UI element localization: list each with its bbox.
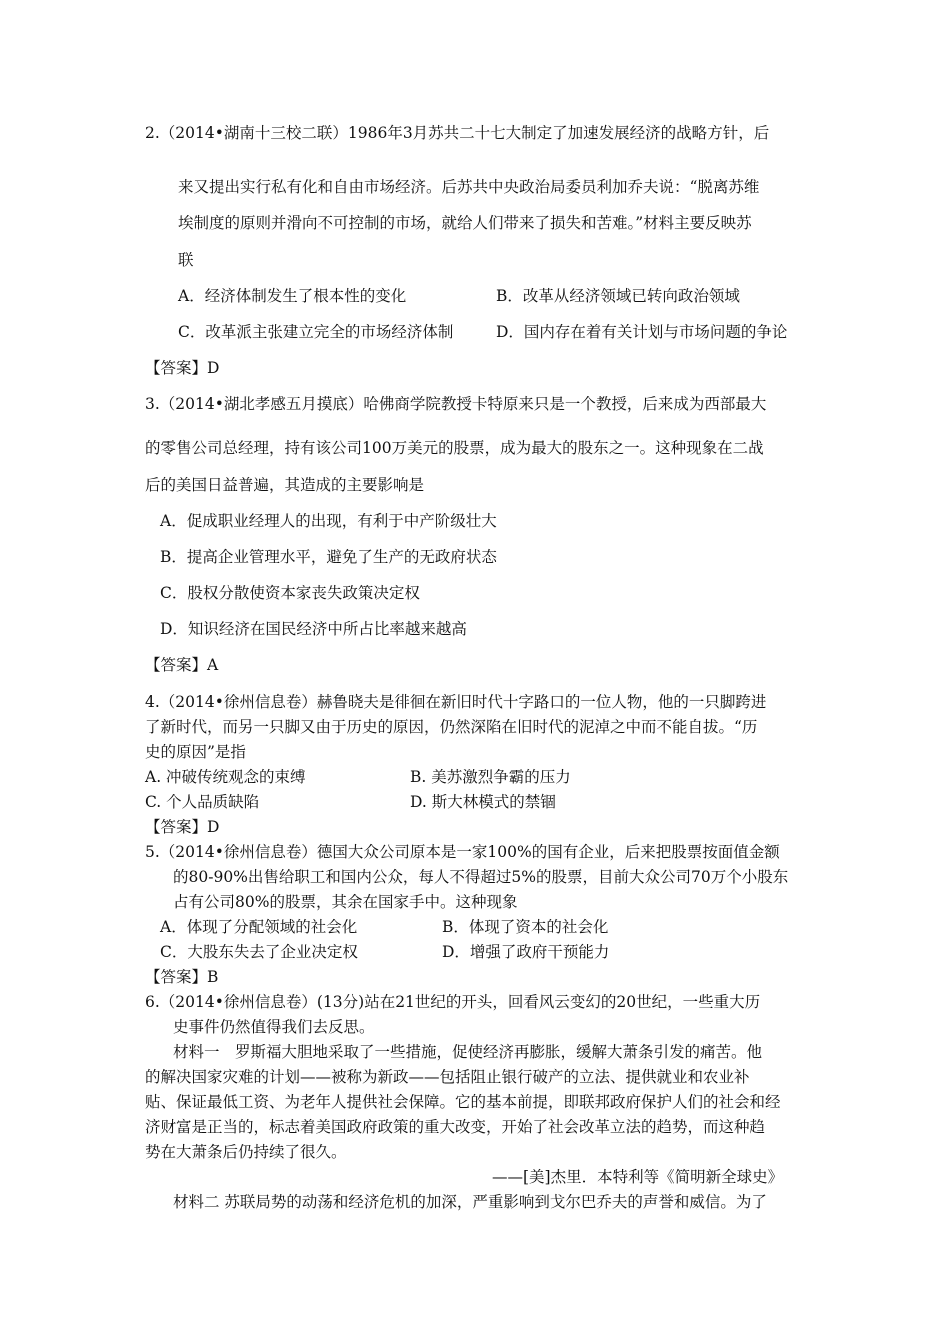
- q3-line-1: 3.（2014•湖北孝感五月摸底）哈佛商学院教授卡特原来只是一个教授，后来成为西部最大: [145, 395, 767, 413]
- answer-label: 【答案】: [145, 818, 208, 836]
- answer-label: 【答案】: [145, 656, 208, 674]
- q4-answer: [145, 820, 219, 836]
- q2-line-1: 2.（2014•湖南十三校二联）1986年3月苏共二十七大制定了加速发展经济的战略方针，后: [145, 124, 770, 142]
- q5-option-d: D．增强了政府干预能力: [442, 943, 610, 961]
- q2-answer: [145, 361, 219, 377]
- q6-material-1-line-3: 贴、保证最低工资、为老年人提供社会保障。它的基本前提，即联邦政府保护人们的社会和经: [145, 1093, 781, 1111]
- q2-option-d: D．国内存在着有关计划与市场问题的争论: [496, 323, 788, 341]
- q4-line-2: 了新时代，而另一只脚又由于历史的原因，仍然深陷在旧时代的泥淖之中而不能自拔。“历: [145, 718, 758, 736]
- q4-option-a: A. 冲破传统观念的束缚: [145, 768, 306, 786]
- q6-material-2-line-1: 材料二 苏联局势的动荡和经济危机的加深，严重影响到戈尔巴乔夫的声誉和威信。为了: [173, 1193, 767, 1211]
- answer-label: 【答案】: [145, 968, 208, 986]
- q5-option-c: C．大股东失去了企业决定权: [160, 943, 358, 961]
- q4-option-c: C. 个人品质缺陷: [145, 793, 260, 811]
- q4-line-3: 史的原因”是指: [145, 743, 246, 761]
- answer-value: D: [207, 359, 220, 377]
- q3-option-c: C．股权分散使资本家丧失政策决定权: [160, 584, 420, 602]
- q5-line-2: 的80-90%出售给职工和国内公众，每人不得超过5%的股票，目前大众公司70万个小股东: [173, 868, 789, 886]
- q3-answer: [145, 658, 218, 674]
- q2-line-2: 来又提出实行私有化和自由市场经济。后苏共中央政治局委员利加乔夫说：“脱离苏维: [178, 178, 760, 196]
- q5-option-a: A．体现了分配领域的社会化: [160, 918, 358, 936]
- q2-line-3: 埃制度的原则并滑向不可控制的市场，就给人们带来了损失和苦难。”材料主要反映苏: [178, 214, 752, 232]
- q6-material-1-line-2: 的解决国家灾难的计划——被称为新政——包括阻止银行破产的立法、提供就业和农业补: [145, 1068, 750, 1086]
- q3-option-d: D．知识经济在国民经济中所占比率越来越高: [160, 620, 467, 638]
- answer-value: B: [207, 968, 219, 986]
- answer-value: D: [207, 818, 220, 836]
- q5-line-3: 占有公司80%的股票，其余在国家手中。这种现象: [173, 893, 518, 911]
- q5-line-1: 5.（2014•徐州信息卷）德国大众公司原本是一家100%的国有企业，后来把股票按面值金额: [145, 843, 780, 861]
- q4-option-d: D. 斯大林模式的禁锢: [410, 793, 556, 811]
- q4-option-b: B. 美苏激烈争霸的压力: [410, 768, 571, 786]
- answer-value: A: [207, 656, 219, 674]
- q6-line-1: 6.（2014•徐州信息卷）(13分)站在21世纪的开头，回看风云变幻的20世纪，一些重大历: [145, 993, 761, 1011]
- q3-line-2: 的零售公司总经理，持有该公司100万美元的股票，成为最大的股东之一。这种现象在二战: [145, 439, 764, 457]
- q5-option-b: B．体现了资本的社会化: [442, 918, 609, 936]
- q3-line-3: 后的美国日益普遍，其造成的主要影响是: [145, 476, 425, 494]
- q2-option-c: C．改革派主张建立完全的市场经济体制: [178, 323, 454, 341]
- q2-option-b: B．改革从经济领域已转向政治领域: [496, 287, 740, 305]
- q3-option-b: B．提高企业管理水平，避免了生产的无政府状态: [160, 548, 497, 566]
- q6-material-1-line-4: 济财富是正当的，标志着美国政府政策的重大改变，开始了社会改革立法的趋势，而这种趋: [145, 1118, 766, 1136]
- q6-material-1-source: ——[美]杰里．本特利等《简明新全球史》: [492, 1168, 784, 1186]
- q6-material-1-line-1: 材料一 罗斯福大胆地采取了一些措施，促使经济再膨胀，缓解大萧条引发的痛苦。他: [173, 1043, 763, 1061]
- q2-line-4: 联: [178, 251, 194, 269]
- answer-label: 【答案】: [145, 359, 208, 377]
- q2-option-a: A．经济体制发生了根本性的变化: [178, 287, 407, 305]
- q3-option-a: A．促成职业经理人的出现，有利于中产阶级壮大: [160, 512, 497, 530]
- q5-answer: [145, 970, 218, 986]
- q6-line-2: 史事件仍然值得我们去反思。: [173, 1018, 375, 1036]
- q4-line-1: 4.（2014•徐州信息卷）赫鲁晓夫是徘徊在新旧时代十字路口的一位人物，他的一只脚跨进: [145, 693, 767, 711]
- q6-material-1-line-5: 势在大萧条后仍持续了很久。: [145, 1143, 347, 1161]
